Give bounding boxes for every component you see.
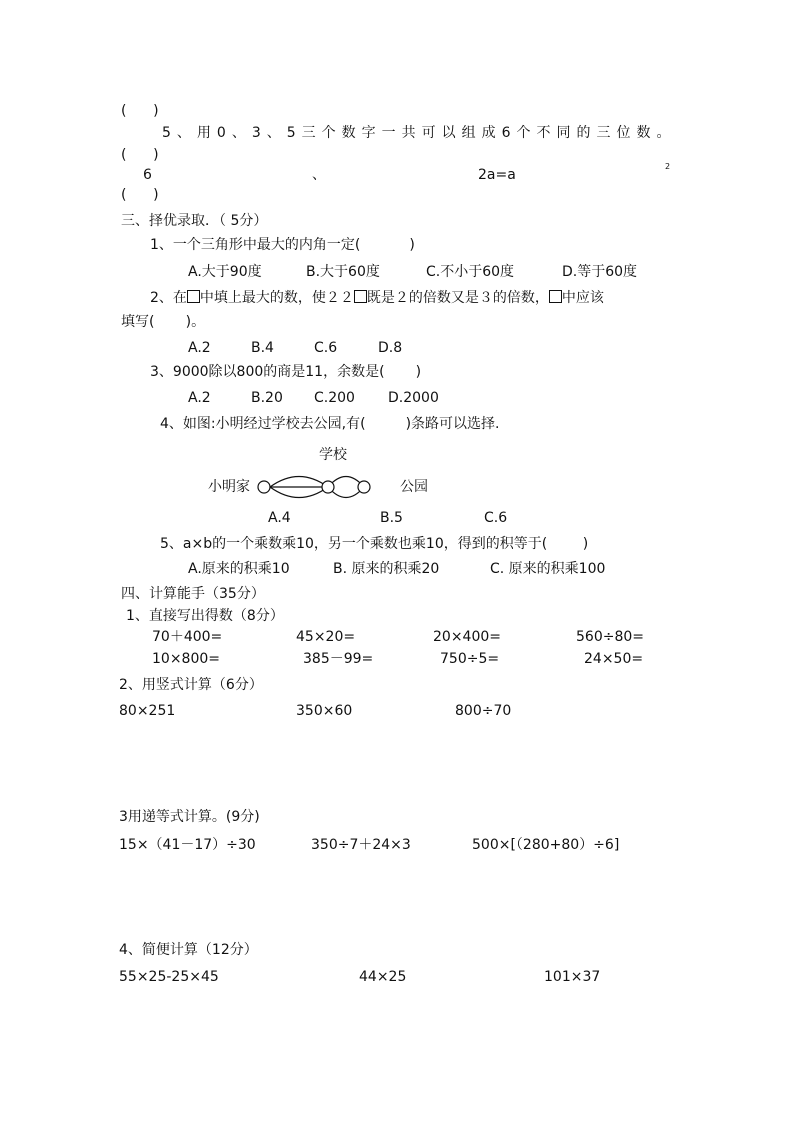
diagram-label-school: 学校 <box>319 447 347 463</box>
oral-calc-item: 385－99= <box>303 651 374 667</box>
oral-calc-item: 20×400= <box>433 629 501 645</box>
q2-option-d: D.8 <box>378 340 403 356</box>
question-item-6-number: 6 <box>143 167 152 183</box>
q3-option-d: D.2000 <box>388 390 439 406</box>
q2-option-b: B.4 <box>251 340 274 356</box>
diagram-label-park: 公园 <box>400 479 428 495</box>
vertical-calc-item: 80×251 <box>119 703 176 719</box>
question-item-6-formula: 2a=a <box>478 167 516 183</box>
blank-box-icon <box>549 290 562 303</box>
part-2-title: 2、用竖式计算（6分） <box>119 677 263 693</box>
q1-option-d: D.等于60度 <box>562 264 638 280</box>
answer-bracket: ( ) <box>121 103 159 119</box>
question-5: 5、a×b的一个乘数乘10，另一个乘数也乘10，得到的积等于( ) <box>160 536 589 552</box>
question-4: 4、如图:小明经过学校去公园,有( )条路可以选择. <box>160 416 500 432</box>
part-1-title: 1、直接写出得数（8分） <box>126 608 284 624</box>
part-4-title: 4、简便计算（12分） <box>119 942 258 958</box>
oral-calc-item: 70＋400= <box>152 629 223 645</box>
oral-calc-item: 24×50= <box>584 651 644 667</box>
vertical-calc-item: 350×60 <box>296 703 353 719</box>
step-calc-item: 350÷7＋24×3 <box>311 837 411 853</box>
question-item-6-superscript: 2 <box>665 162 671 171</box>
step-calc-item: 15×（41－17）÷30 <box>119 837 256 853</box>
q4-option-b: B.5 <box>380 510 403 526</box>
oral-calc-item: 10×800= <box>152 651 220 667</box>
blank-box-icon <box>187 290 200 303</box>
node-school-icon <box>322 481 334 493</box>
question-item-5: 5、用0、3、5三个数字一共可以组成6个不同的三位数。 <box>162 125 677 141</box>
q2-option-a: A.2 <box>188 340 211 356</box>
step-calc-item: 500×[（280+80）÷6] <box>472 837 620 853</box>
q3-option-b: B.20 <box>251 390 283 406</box>
diagram-label-home: 小明家 <box>208 479 250 495</box>
vertical-calc-item: 800÷70 <box>455 703 512 719</box>
simple-calc-item: 44×25 <box>359 969 407 985</box>
section-4-title: 四、计算能手（35分） <box>121 586 265 602</box>
question-1: 1、一个三角形中最大的内角一定( ) <box>150 237 415 253</box>
q1-option-b: B.大于60度 <box>306 264 380 280</box>
section-3-title: 三、择优录取．（ 5分） <box>121 213 268 229</box>
route-diagram <box>250 462 410 512</box>
q3-option-c: C.200 <box>314 390 355 406</box>
q5-option-a: A.原来的积乘10 <box>188 561 290 577</box>
blank-box-icon <box>354 290 367 303</box>
question-2-continued: 填写( )。 <box>121 314 206 330</box>
simple-calc-item: 55×25-25×45 <box>119 969 219 985</box>
oral-calc-item: 560÷80= <box>576 629 644 645</box>
q1-option-a: A.大于90度 <box>188 264 262 280</box>
oral-calc-item: 45×20= <box>296 629 356 645</box>
q5-option-c: C. 原来的积乘100 <box>490 561 606 577</box>
simple-calc-item: 101×37 <box>544 969 601 985</box>
answer-bracket: ( ) <box>121 147 159 163</box>
question-item-6-mark: 、 <box>312 167 326 183</box>
node-home-icon <box>258 481 270 493</box>
question-2: 2、在 中填上最大的数，使２２ 既是２的倍数又是３的倍数， 中应该 <box>150 290 604 306</box>
q4-option-c: C.6 <box>484 510 508 526</box>
oral-calc-item: 750÷5= <box>440 651 500 667</box>
q3-option-a: A.2 <box>188 390 211 406</box>
q1-option-c: C.不小于60度 <box>426 264 515 280</box>
route-path-lower-1 <box>270 487 328 498</box>
part-3-title: 3用递等式计算。(9分) <box>119 809 260 825</box>
question-3: 3、9000除以800的商是11，余数是( ) <box>150 364 422 380</box>
node-park-icon <box>358 481 370 493</box>
route-path-upper-1 <box>270 477 328 488</box>
q4-option-a: A.4 <box>268 510 291 526</box>
answer-bracket: ( ) <box>121 187 159 203</box>
q2-option-c: C.6 <box>314 340 338 356</box>
q5-option-b: B. 原来的积乘20 <box>333 561 440 577</box>
